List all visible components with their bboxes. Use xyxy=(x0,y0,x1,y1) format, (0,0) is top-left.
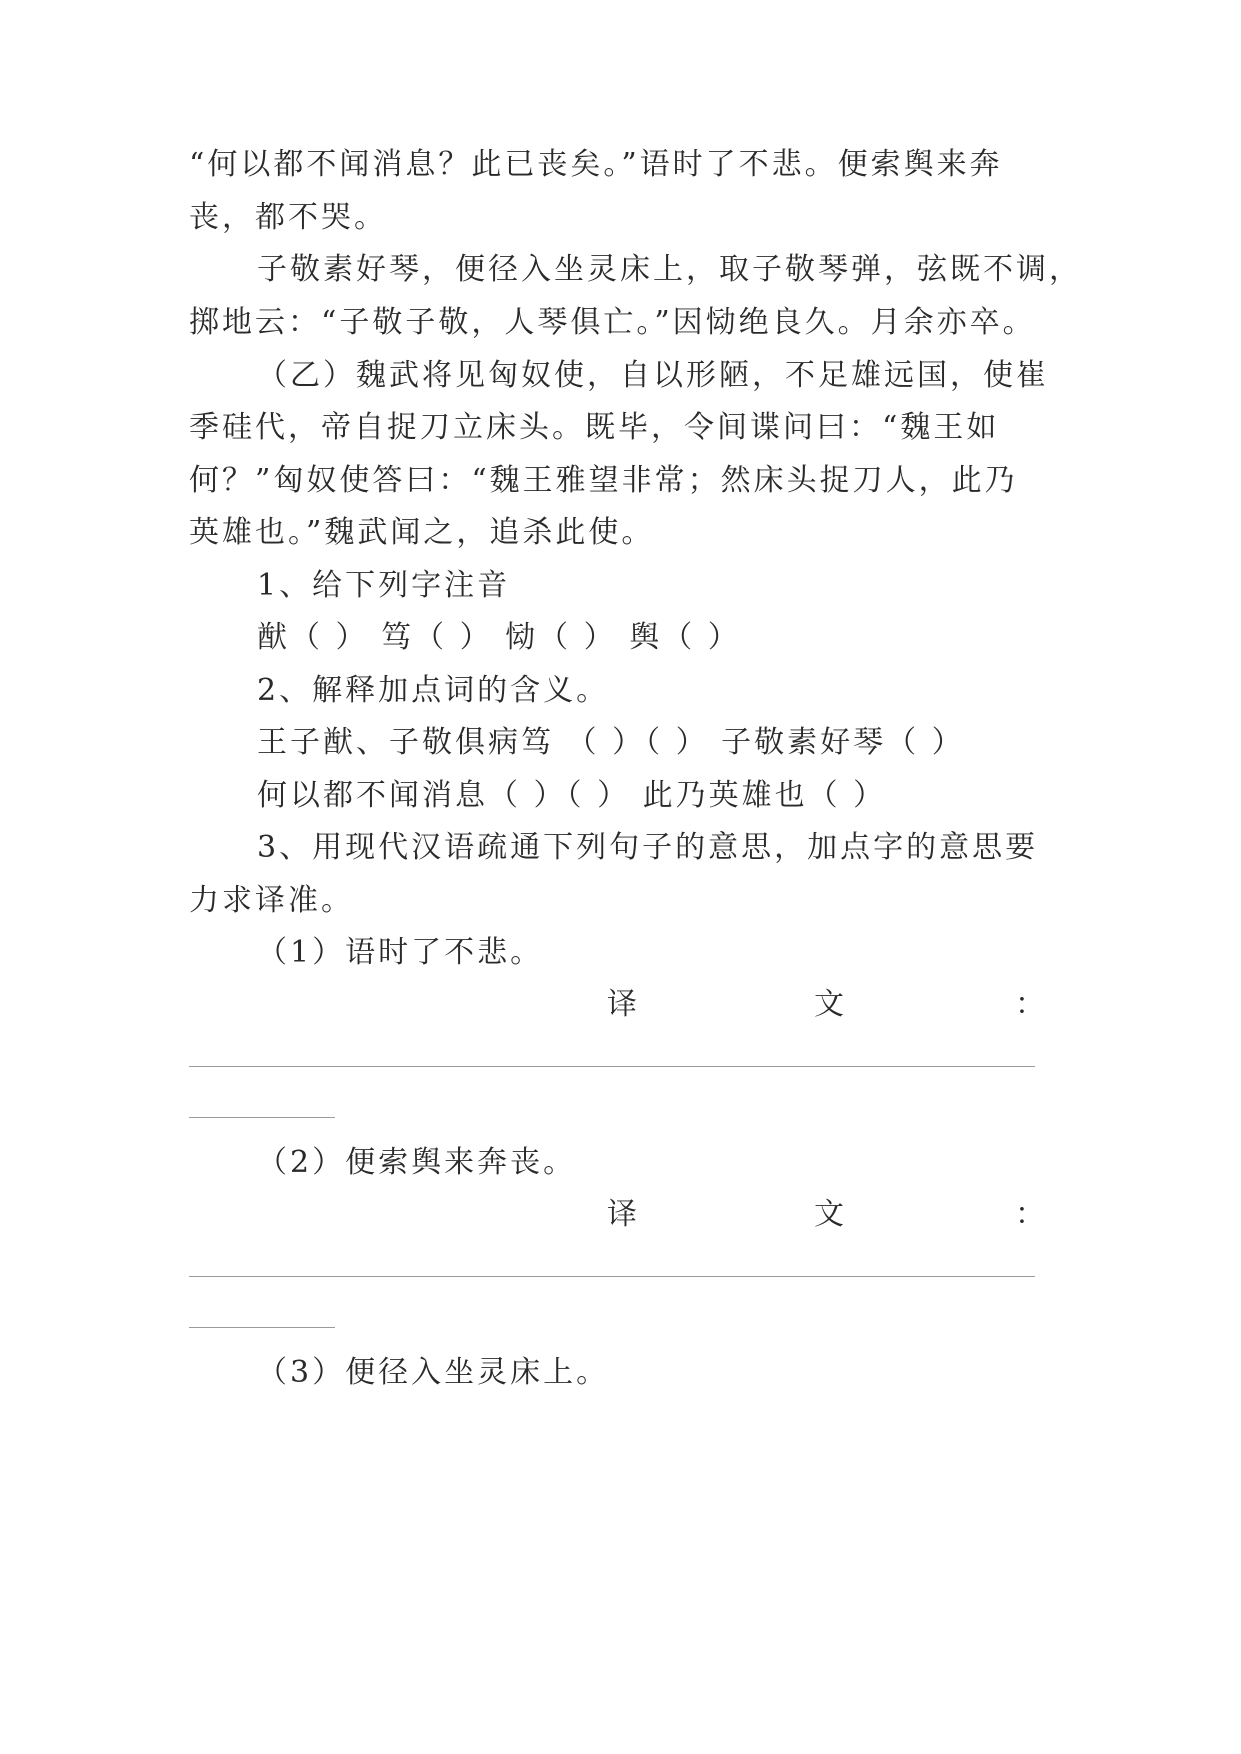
question-2-line-1: 王子猷、子敬俱病笃 （ ）（ ） 子敬素好琴（ ） xyxy=(257,725,965,760)
question-2-line-2: 何以都不闻消息（ ）（ ） 此乃英雄也（ ） xyxy=(257,778,887,813)
answer-line xyxy=(189,1276,1035,1277)
paragraph-line: 季硅代，帝自捉刀立床头。既毕，令间谍问曰：“魏王如 xyxy=(189,410,1000,445)
question-3-title: 3、用现代汉语疏通下列句子的意思，加点字的意思要 xyxy=(257,830,1039,865)
paragraph-line: 何？”匈奴使答曰：“魏王雅望非常；然床头捉刀人，此乃 xyxy=(189,463,1018,498)
paragraph-line: 丧，都不哭。 xyxy=(189,200,387,235)
question-3-sub-2: （2）便索舆来奔丧。 xyxy=(257,1145,577,1180)
paragraph-line: “何以都不闻消息？此已丧矣。”语时了不悲。便索舆来奔 xyxy=(189,147,1003,182)
translation-char: 文 xyxy=(814,1197,844,1232)
question-3-sub-3: （3）便径入坐灵床上。 xyxy=(257,1355,610,1390)
translation-char: 译 xyxy=(607,987,637,1022)
translation-char: 文 xyxy=(814,987,844,1022)
question-1-title: 1、给下列字注音 xyxy=(257,568,511,603)
answer-line xyxy=(189,1066,1035,1067)
paragraph-line: （乙）魏武将见匈奴使，自以形陋，不足雄远国，使崔 xyxy=(257,358,1049,393)
question-3-sub-1: （1）语时了不悲。 xyxy=(257,935,544,970)
translation-colon: ： xyxy=(1015,987,1045,1022)
question-2-title: 2、解释加点词的含义。 xyxy=(257,673,610,708)
paragraph-line: 掷地云：“子敬子敬，人琴俱亡。”因恸绝良久。月余亦卒。 xyxy=(189,305,1036,340)
paragraph-line: 英雄也。”魏武闻之，追杀此使。 xyxy=(189,515,655,550)
question-1-items: 猷（ ） 笃（ ） 恸（ ） 舆（ ） xyxy=(257,620,741,655)
paragraph-line: 子敬素好琴，便径入坐灵床上，取子敬琴弹，弦既不调， xyxy=(257,252,1082,287)
translation-label xyxy=(189,1195,1045,1235)
translation-colon: ： xyxy=(1015,1197,1045,1232)
translation-char: 译 xyxy=(607,1197,637,1232)
answer-line xyxy=(189,1327,335,1328)
question-3-title-cont: 力求译准。 xyxy=(189,883,354,918)
translation-label xyxy=(189,985,1045,1025)
answer-line xyxy=(189,1117,335,1118)
